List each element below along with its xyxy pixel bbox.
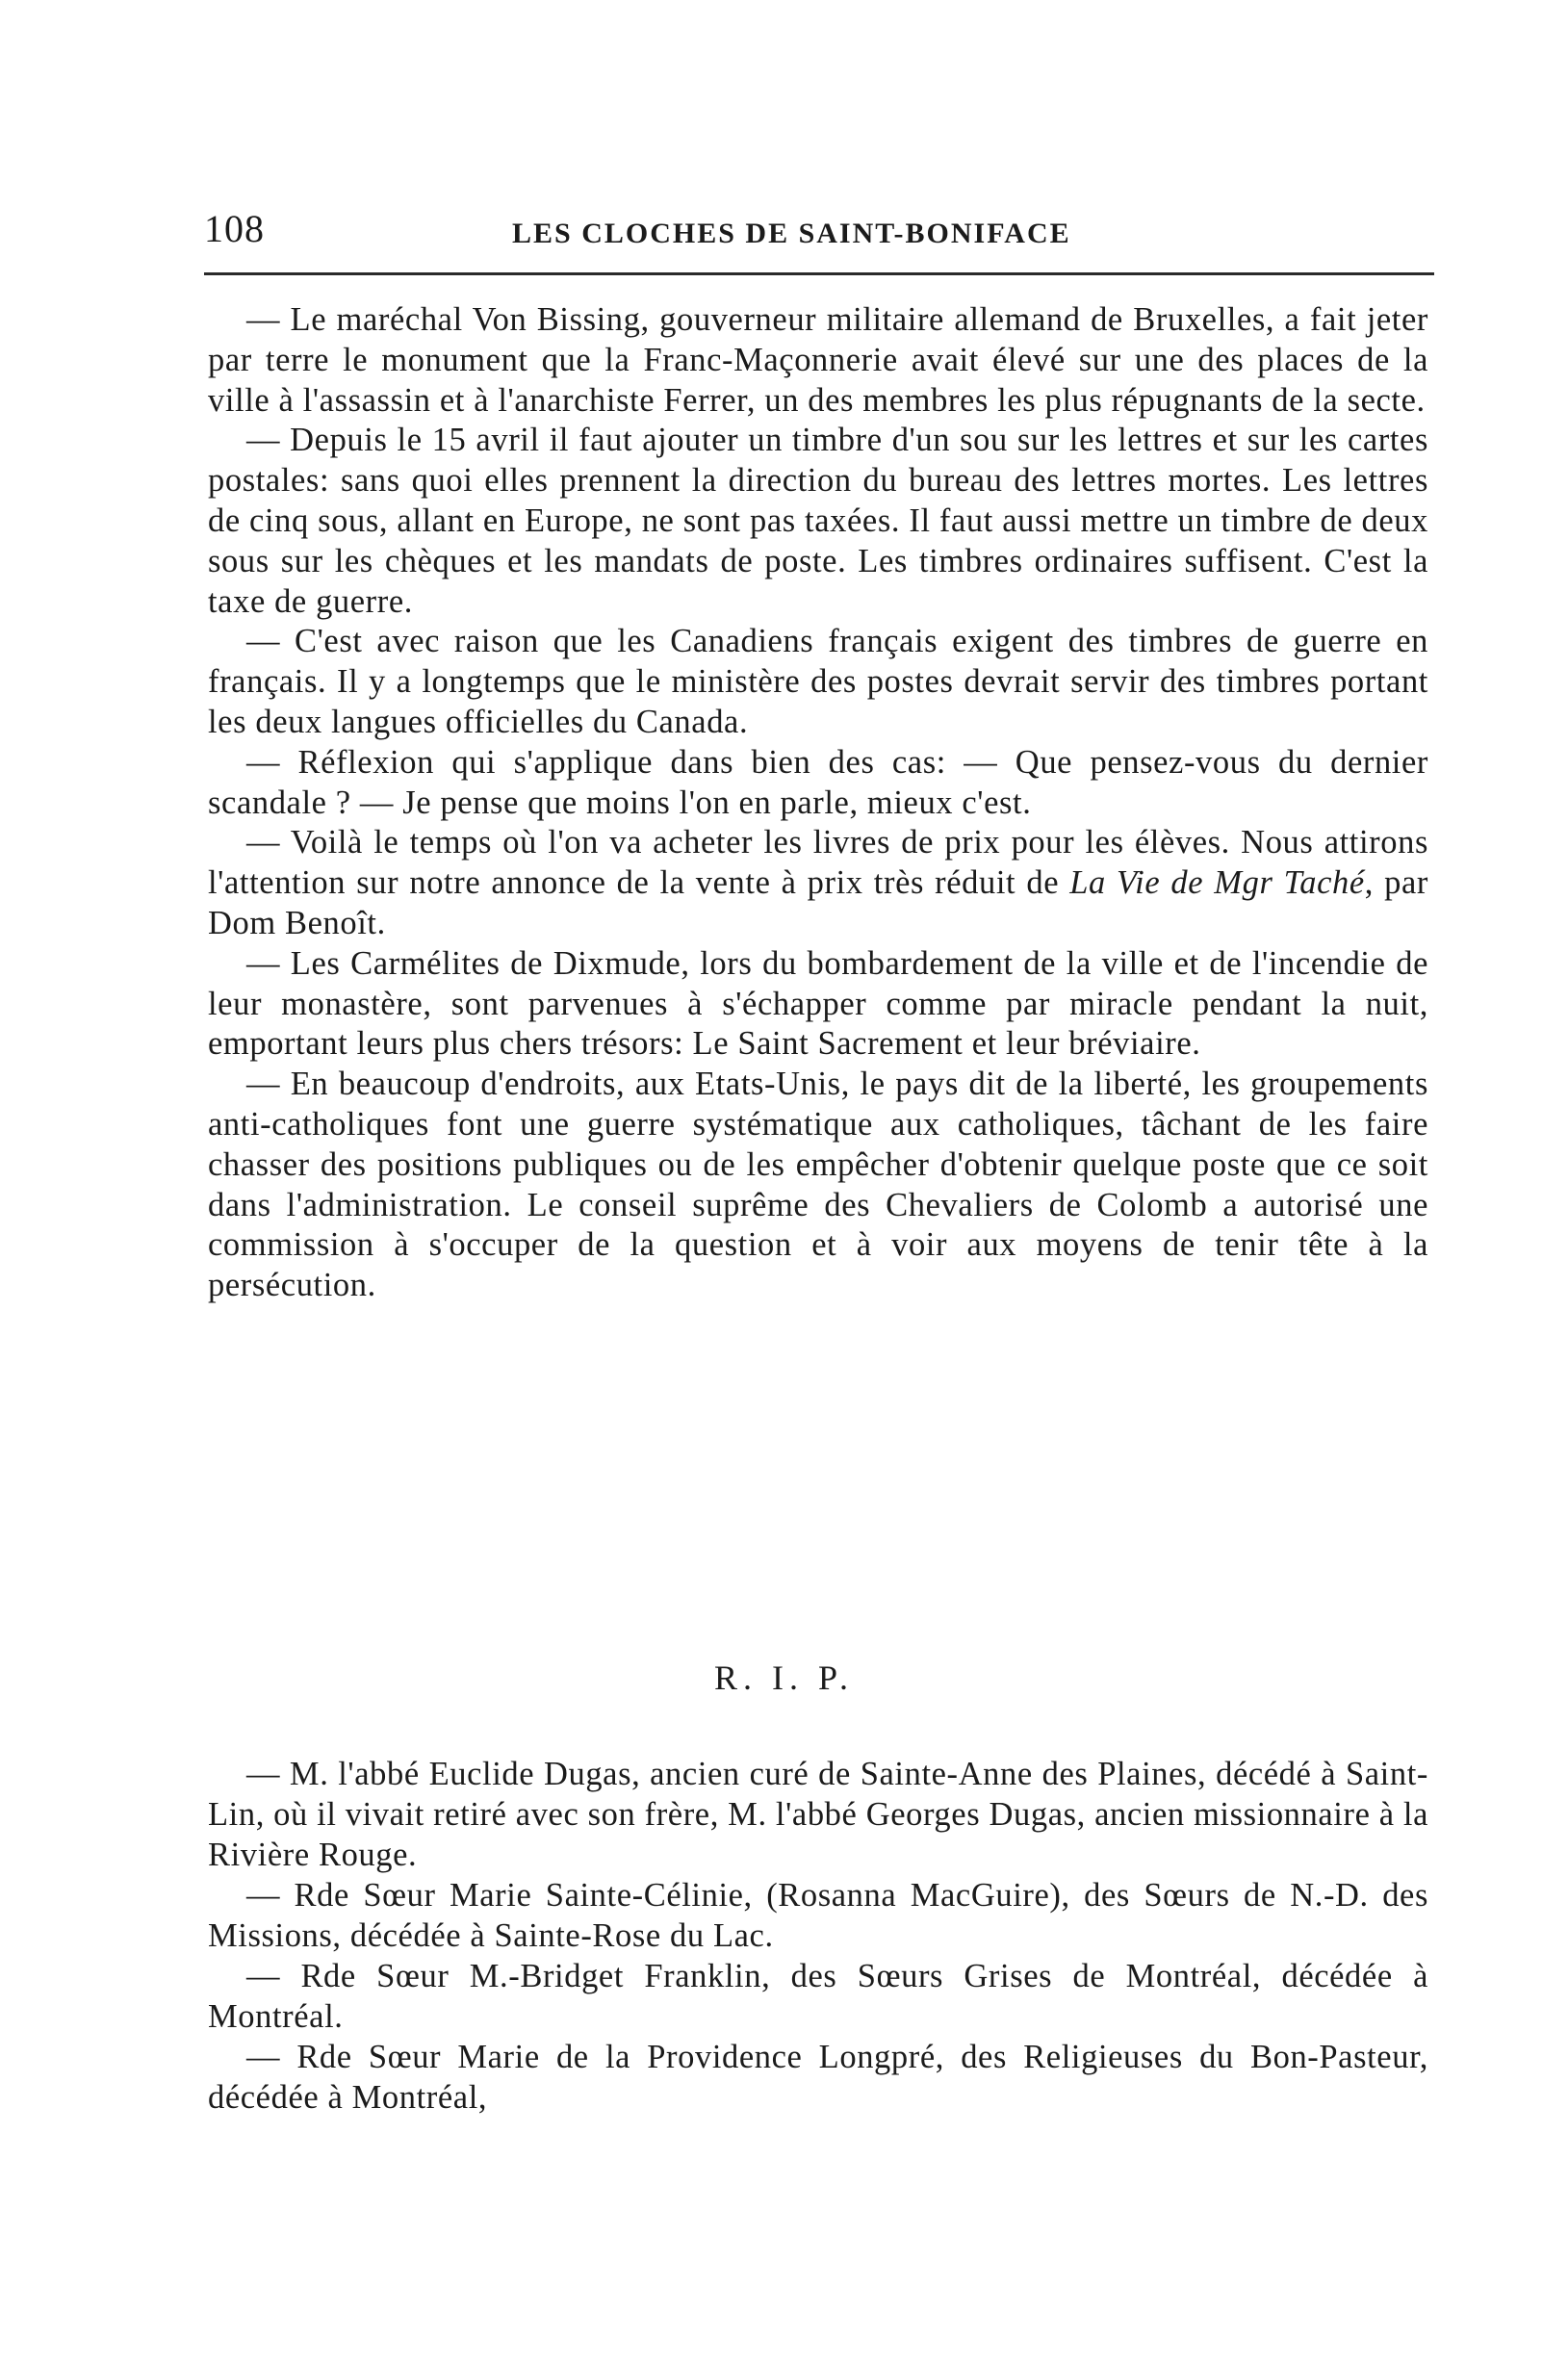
rip-heading: R. I. P.	[713, 1658, 855, 1697]
page-header	[204, 202, 1436, 260]
running-title: LES CLOCHES DE SAINT-BONIFACE	[512, 218, 1071, 249]
paragraph-carmelites-dixmude: — Les Carmélites de Dixmude, lors du bombardement de la ville et de l'incendie de leur monastère, sont parvenues à s'échapper comme par miracle pendant la nuit, emportant leurs plus chers trésors: Le Saint Sacrement et leur bréviaire.	[208, 944, 1428, 1063]
rip-list	[208, 1754, 1428, 2118]
prize-books-text-after: , par Dom Benoît.	[208, 864, 1429, 941]
paragraph-reflection: — Réflexion qui s'applique dans bien des cas: — Que pensez-vous du dernier scandale ? — Je pense que moins l'on en parle, mieux c'est.	[208, 743, 1428, 821]
rip-entry: — Rde Sœur Marie de la Providence Longpré, des Religieuses du Bon-Pasteur, décédée à Montréal,	[208, 2039, 1428, 2116]
page-number: 108	[204, 207, 265, 250]
paragraph-von-bissing: — Le maréchal Von Bissing, gouverneur militaire allemand de Bruxelles, a fait jeter par terre le monument que la Franc-Maçonnerie avait élevé sur une des places de la ville à l'assassin et à l'anarchiste Ferrer, un des membres les plus répugnants de la secte.	[208, 301, 1428, 419]
prize-books-text-before: — Voilà le temps où l'on va acheter les livres de prix pour les élèves. Nous attirons l'attention sur notre annonce de la vente à prix très réduit de	[208, 824, 1428, 902]
rip-entry: — M. l'abbé Euclide Dugas, ancien curé de Sainte-Anne des Plaines, décédé à Saint-Lin, où il vivait retiré avec son frère, M. l'abbé Georges Dugas, ancien missionnaire à la Rivière Rouge.	[208, 1756, 1428, 1873]
book-title-italic: La Vie de Mgr Taché	[1069, 864, 1365, 902]
rip-entry: — Rde Sœur M.-Bridget Franklin, des Sœurs Grises de Montréal, décédée à Montréal.	[208, 1958, 1428, 2035]
header-rule	[204, 272, 1434, 275]
rip-entry: — Rde Sœur Marie Sainte-Célinie, (Rosanna MacGuire), des Sœurs de N.-D. des Missions, décédée à Sainte-Rose du Lac.	[208, 1877, 1428, 1954]
paragraph-war-stamp-tax: — Depuis le 15 avril il faut ajouter un timbre d'un sou sur les lettres et sur les cartes postales: sans quoi elles prennent la direction du bureau des lettres mortes. Les lettres de cinq sous, allant en Europe, ne sont pas taxées. Il faut aussi mettre un timbre de deux sous sur les chèques et les mandats de poste. Les timbres ordinaires suffisent. C'est la taxe de guerre.	[208, 422, 1428, 620]
news-column	[208, 300, 1428, 1306]
paragraph-anti-catholic-groups: — En beaucoup d'endroits, aux Etats-Unis, le pays dit de la liberté, les groupements anti-catholiques font une guerre systématique aux catholiques, tâchant de les faire chasser des positions publiques ou de les empêcher d'obtenir quelque poste que ce soit dans l'administration. Le conseil suprême des Chevaliers de Colomb a autorisé une commission à s'occuper de la question et à voir aux moyens de tenir tête à la persécution.	[208, 1066, 1428, 1304]
paragraph-prize-books	[208, 823, 1428, 943]
paragraph-french-stamps: — C'est avec raison que les Canadiens français exigent des timbres de guerre en français. Il y a longtemps que le ministère des postes devrait servir des timbres portant les deux langues officielles du Canada.	[208, 623, 1428, 740]
